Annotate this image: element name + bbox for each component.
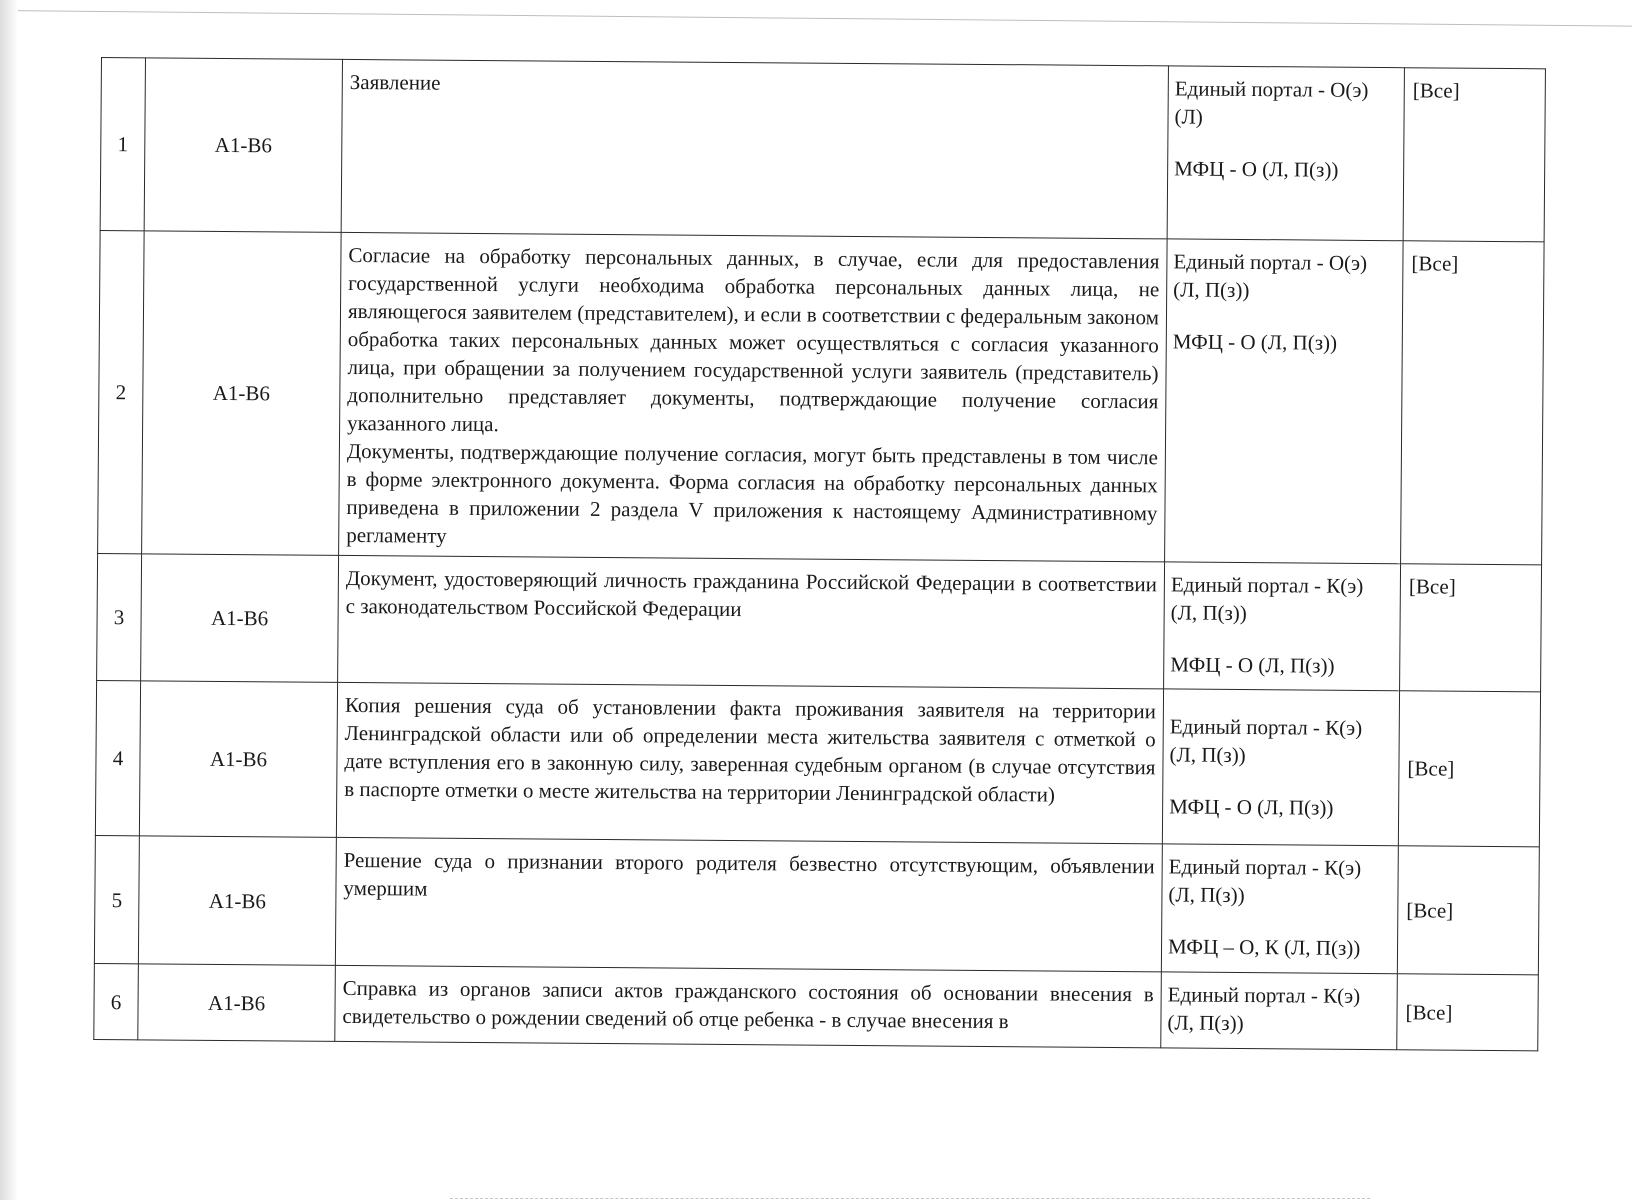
- document-description: [338, 555, 1165, 688]
- row-number: 2: [98, 230, 145, 553]
- submission-mfc: МФЦ - О (Л, П(з)): [1172, 329, 1338, 355]
- applicant-category-code: А1-В6: [141, 554, 339, 683]
- table-row: [94, 963, 1539, 1050]
- table-row: [98, 230, 1544, 564]
- row-number: 1: [100, 58, 145, 231]
- submission-mfc: МФЦ - О (Л, П(з)): [1170, 652, 1335, 678]
- scope-cell: [Все]: [1398, 691, 1540, 847]
- submission-portal: Единый портал - О(э) (Л): [1174, 76, 1369, 129]
- table-row: [95, 680, 1540, 846]
- submission-method: [1161, 844, 1398, 974]
- submission-method: [1165, 239, 1404, 564]
- documents-table: [93, 57, 1546, 1051]
- document-description: [335, 965, 1162, 1047]
- document-description: [341, 59, 1168, 238]
- submission-method: [1164, 562, 1401, 691]
- table-row: [97, 553, 1542, 691]
- submission-portal: Единый портал - К(э) (Л, П(з)): [1168, 854, 1362, 908]
- document-description: [339, 232, 1168, 561]
- submission-portal: Единый портал - О(э) (Л, П(з)): [1173, 249, 1368, 303]
- submission-method: [1161, 972, 1398, 1050]
- description-paragraph: Справка из органов записи актов гражданского состояния об основании внесения в свидетельство о рождении сведений об отце ребенка - в случае внесения в: [342, 975, 1154, 1034]
- document-description: [336, 682, 1163, 843]
- applicant-category-code: А1-В6: [142, 231, 342, 556]
- applicant-category-code: А1-В6: [138, 964, 336, 1042]
- description-paragraph: Согласие на обработку персональных данных, в случае, если для предоставления государственной услуги необходима обработка персональных данных лица, не являющегося заявителем (представителем), и если в соответствии с федеральным законом обработка таких персональных данных может осуществляться с согласия указанного лица, при обращении за получением государственной услуги заявитель (представитель) дополнительно представляет документы, подтверждающие получение согласия указанного лица.: [347, 242, 1160, 437]
- scan-edge-bottom: [450, 1198, 1370, 1199]
- submission-mfc: МФЦ - О (Л, П(з)): [1174, 156, 1339, 182]
- row-number: 4: [95, 680, 140, 835]
- row-number: 6: [94, 963, 139, 1039]
- submission-method: [1162, 689, 1399, 846]
- scope-cell: [Все]: [1401, 241, 1545, 565]
- scope-cell: [Все]: [1400, 564, 1542, 692]
- submission-mfc: МФЦ - О (Л, П(з)): [1169, 794, 1334, 820]
- submission-portal: Единый портал - К(э) (Л, П(з)): [1170, 572, 1364, 626]
- scope-cell: [Все]: [1403, 68, 1545, 242]
- table-row: [100, 58, 1545, 242]
- applicant-category-code: А1-В6: [139, 681, 337, 838]
- scan-edge-top: [0, 10, 1632, 27]
- scope-cell: [Все]: [1397, 846, 1539, 975]
- document-description: [335, 837, 1162, 971]
- row-number: 5: [94, 835, 139, 963]
- submission-portal: Единый портал - К(э) (Л, П(з)): [1167, 982, 1361, 1036]
- row-number: 3: [97, 553, 142, 680]
- description-paragraph: Решение суда о признании второго родителя безвестно отсутствующим, объявлении умершим: [343, 847, 1155, 901]
- submission-portal: Единый портал - К(э) (Л, П(з)): [1169, 714, 1363, 768]
- submission-mfc: МФЦ – О, К (Л, П(з)): [1167, 934, 1361, 960]
- scope-cell: [Все]: [1397, 974, 1539, 1051]
- description-paragraph: Копия решения суда об установлении факта проживания заявителя на территории Ленинградской области или об определении места жительства заявителя с отметкой о дате вступления его в законную силу, заверенная судебным органом (в случае отсутствия в паспорте отметки о месте жительства на территории Ленинградской области): [344, 692, 1156, 807]
- applicant-category-code: А1-В6: [138, 836, 336, 966]
- applicant-category-code: А1-В6: [144, 58, 342, 233]
- description-paragraph: Заявление: [349, 69, 441, 95]
- description-paragraph: Документ, удостоверяющий личность гражданина Российской Федерации в соответствии с законодательством Российской Федерации: [345, 565, 1157, 622]
- scan-edge-left: [0, 0, 18, 1200]
- table-row: [94, 835, 1539, 974]
- description-paragraph: Документы, подтверждающие получение согласия, могут быть представлены в том числе в форме электронного документа. Форма согласия на обработку персональных данных приведена в приложении 2 раздела V приложения к настоящему Административному регламенту: [346, 438, 1158, 548]
- submission-method: [1167, 66, 1404, 241]
